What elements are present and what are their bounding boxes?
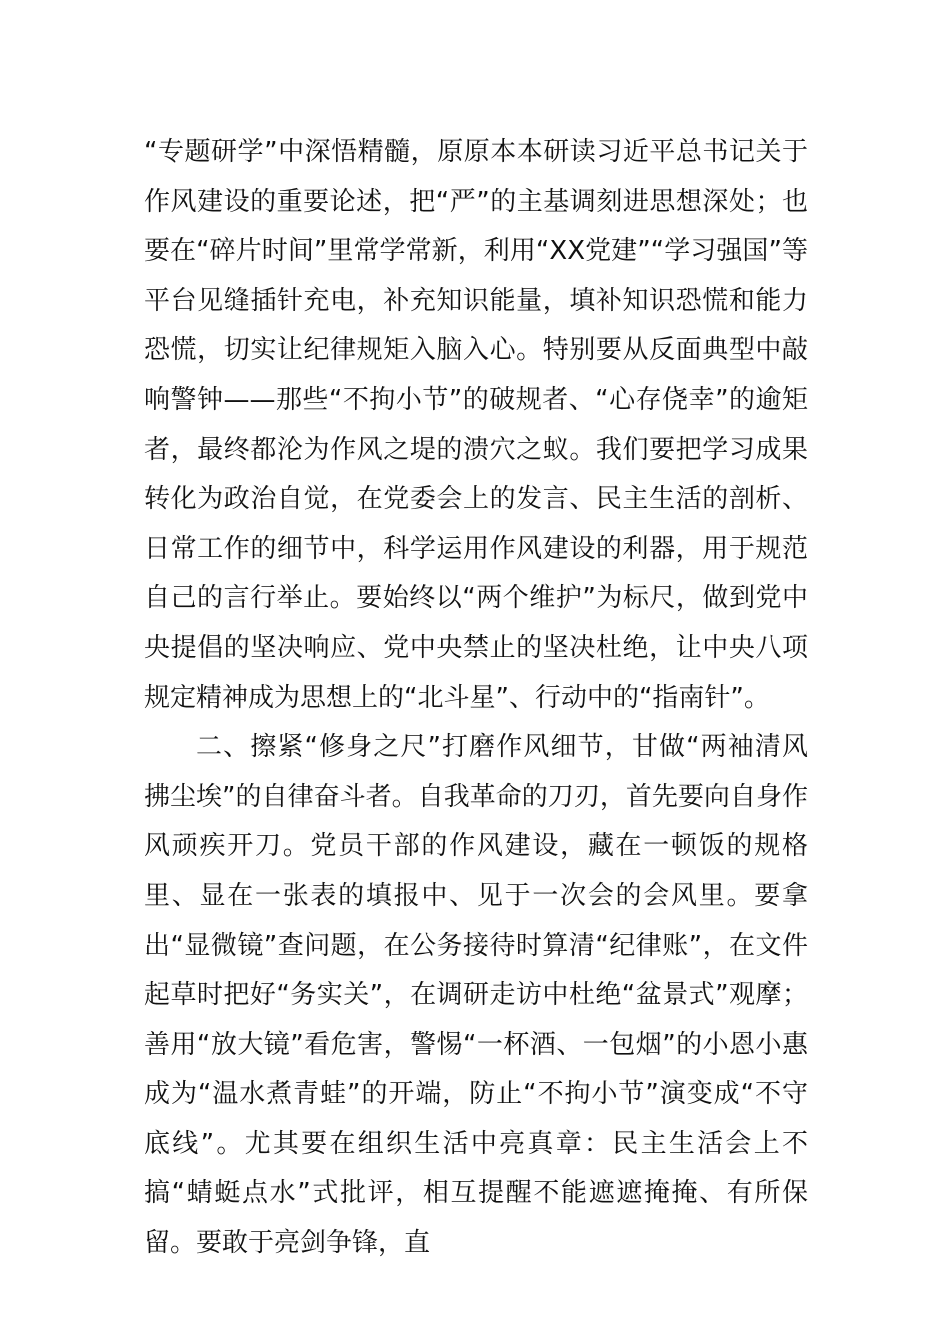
document-body: [144, 128, 808, 1269]
paragraph-1: “专题研学”中深悟精髓，原原本本研读习近平总书记关于作风建设的重要论述，把“严”的主基调刻进思想深处；也要在“碎片时间”里常学常新，利用“XX党建”“学习强国”等平台见缝插针充电，补充知识能量，填补知识恐慌和能力恐慌，切实让纪律规矩入脑入心。特别要从反面典型中敲响警钟——那些“不拘小节”的破规者、“心存侥幸”的逾矩者，最终都沦为作风之堤的溃穴之蚁。我们要把学习成果转化为政治自觉，在党委会上的发言、民主生活的剖析、日常工作的细节中，科学运用作风建设的利器，用于规范自己的言行举止。要始终以“两个维护”为标尺，做到党中央提倡的坚决响应、党中央禁止的坚决杜绝，让中央八项规定精神成为思想上的“北斗星”、行动中的“指南针”。: [144, 137, 808, 713]
paragraph-2: 二、擦紧“修身之尺”打磨作风细节，甘做“两袖清风拂尘埃”的自律奋斗者。自我革命的刀刃，首先要向自身作风顽疾开刀。党员干部的作风建设，藏在一顿饭的规格里、显在一张表的填报中、见于一次会的会风里。要拿出“显微镜”查问题，在公务接待时算清“纪律账”，在文件起草时把好“务实关”，在调研走访中杜绝“盆景式”观摩；善用“放大镜”看危害，警惕“一杯酒、一包烟”的小恩小惠成为“温水煮青蛙”的开端，防止“不拘小节”演变成“不守底线”。尤其要在组织生活中亮真章：民主生活会上不搞“蜻蜓点水”式批评，相互提醒不能遮遮掩掩、有所保留。要敢于亮剑争锋，直: [144, 732, 808, 1259]
